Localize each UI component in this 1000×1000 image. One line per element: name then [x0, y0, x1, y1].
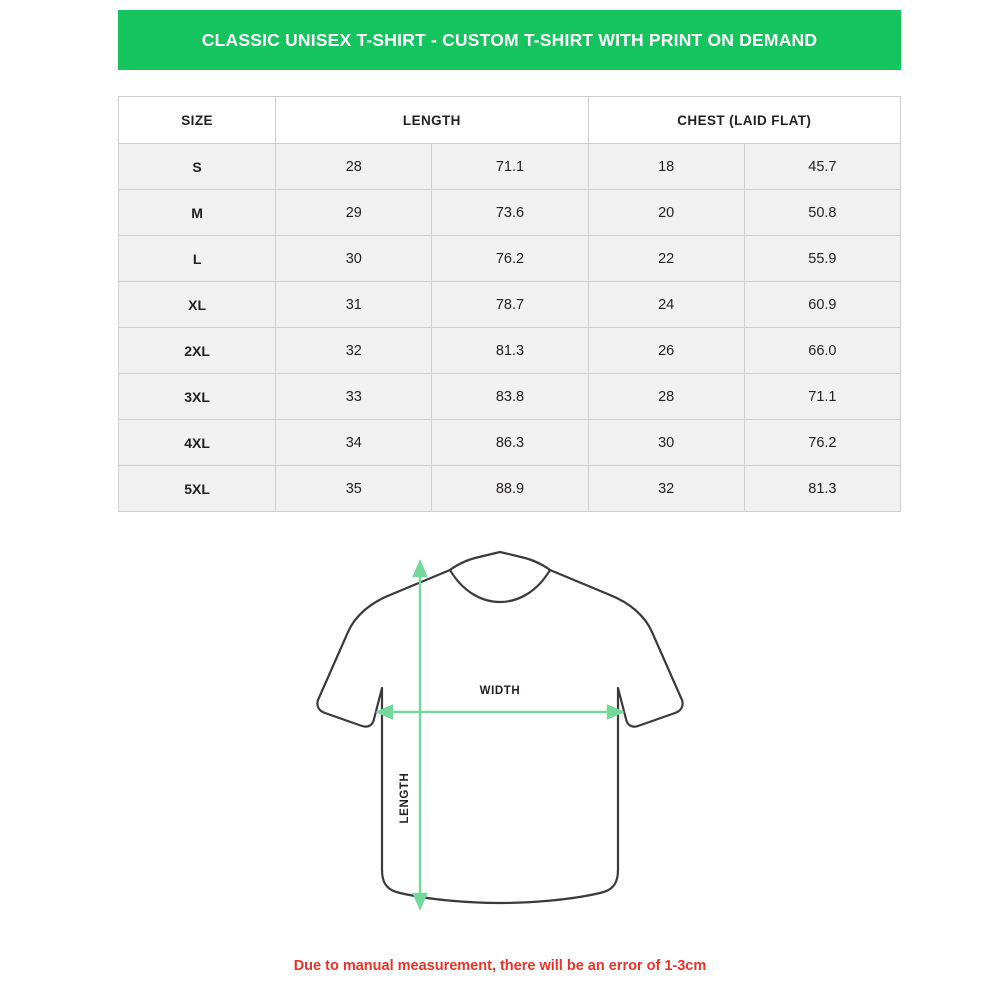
cell-chest-cm: 55.9 — [744, 236, 900, 282]
cell-length-cm: 71.1 — [432, 144, 588, 190]
cell-size: 5XL — [119, 466, 276, 512]
cell-chest-in: 22 — [588, 236, 744, 282]
measurement-disclaimer: Due to manual measurement, there will be an error of 1-3cm — [293, 958, 707, 974]
cell-chest-cm: 66.0 — [744, 328, 900, 374]
cell-size: 3XL — [119, 374, 276, 420]
cell-chest-in: 24 — [588, 282, 744, 328]
column-header-chest: CHEST (LAID FLAT) — [588, 97, 900, 144]
page-title: CLASSIC UNISEX T-SHIRT - CUSTOM T-SHIRT WITH PRINT ON DEMAND — [201, 29, 818, 50]
cell-length-in: 31 — [276, 282, 432, 328]
table-body — [119, 144, 901, 512]
cell-size: S — [119, 144, 276, 190]
cell-size: M — [119, 190, 276, 236]
table-row — [119, 144, 901, 190]
tshirt-diagram — [300, 540, 700, 930]
cell-length-in: 30 — [276, 236, 432, 282]
header-banner — [118, 10, 901, 70]
cell-chest-cm: 76.2 — [744, 420, 900, 466]
cell-length-cm: 76.2 — [432, 236, 588, 282]
cell-size: 2XL — [119, 328, 276, 374]
cell-chest-in: 30 — [588, 420, 744, 466]
cell-length-in: 33 — [276, 374, 432, 420]
cell-chest-cm: 50.8 — [744, 190, 900, 236]
cell-length-cm: 78.7 — [432, 282, 588, 328]
cell-size: L — [119, 236, 276, 282]
cell-length-cm: 73.6 — [432, 190, 588, 236]
table-row — [119, 420, 901, 466]
table-row — [119, 282, 901, 328]
tshirt-outline-icon — [317, 552, 682, 903]
cell-length-in: 28 — [276, 144, 432, 190]
cell-length-in: 35 — [276, 466, 432, 512]
cell-chest-in: 26 — [588, 328, 744, 374]
cell-chest-in: 28 — [588, 374, 744, 420]
cell-length-in: 29 — [276, 190, 432, 236]
cell-size: XL — [119, 282, 276, 328]
cell-length-cm: 86.3 — [432, 420, 588, 466]
cell-chest-cm: 45.7 — [744, 144, 900, 190]
table-row — [119, 236, 901, 282]
cell-length-in: 34 — [276, 420, 432, 466]
cell-chest-cm: 71.1 — [744, 374, 900, 420]
cell-chest-in: 20 — [588, 190, 744, 236]
table-row — [119, 466, 901, 512]
table-row — [119, 374, 901, 420]
cell-chest-cm: 81.3 — [744, 466, 900, 512]
length-label: LENGTH — [399, 772, 411, 824]
cell-length-cm: 81.3 — [432, 328, 588, 374]
cell-size: 4XL — [119, 420, 276, 466]
cell-chest-cm: 60.9 — [744, 282, 900, 328]
width-label: WIDTH — [479, 685, 521, 697]
column-header-size: SIZE — [119, 97, 276, 144]
cell-length-cm: 88.9 — [432, 466, 588, 512]
cell-length-cm: 83.8 — [432, 374, 588, 420]
cell-chest-in: 32 — [588, 466, 744, 512]
table-header — [119, 97, 901, 144]
table-row — [119, 328, 901, 374]
table-header-row — [119, 97, 901, 144]
size-chart-table — [118, 96, 901, 512]
table-row — [119, 190, 901, 236]
column-header-length: LENGTH — [276, 97, 588, 144]
cell-chest-in: 18 — [588, 144, 744, 190]
cell-length-in: 32 — [276, 328, 432, 374]
